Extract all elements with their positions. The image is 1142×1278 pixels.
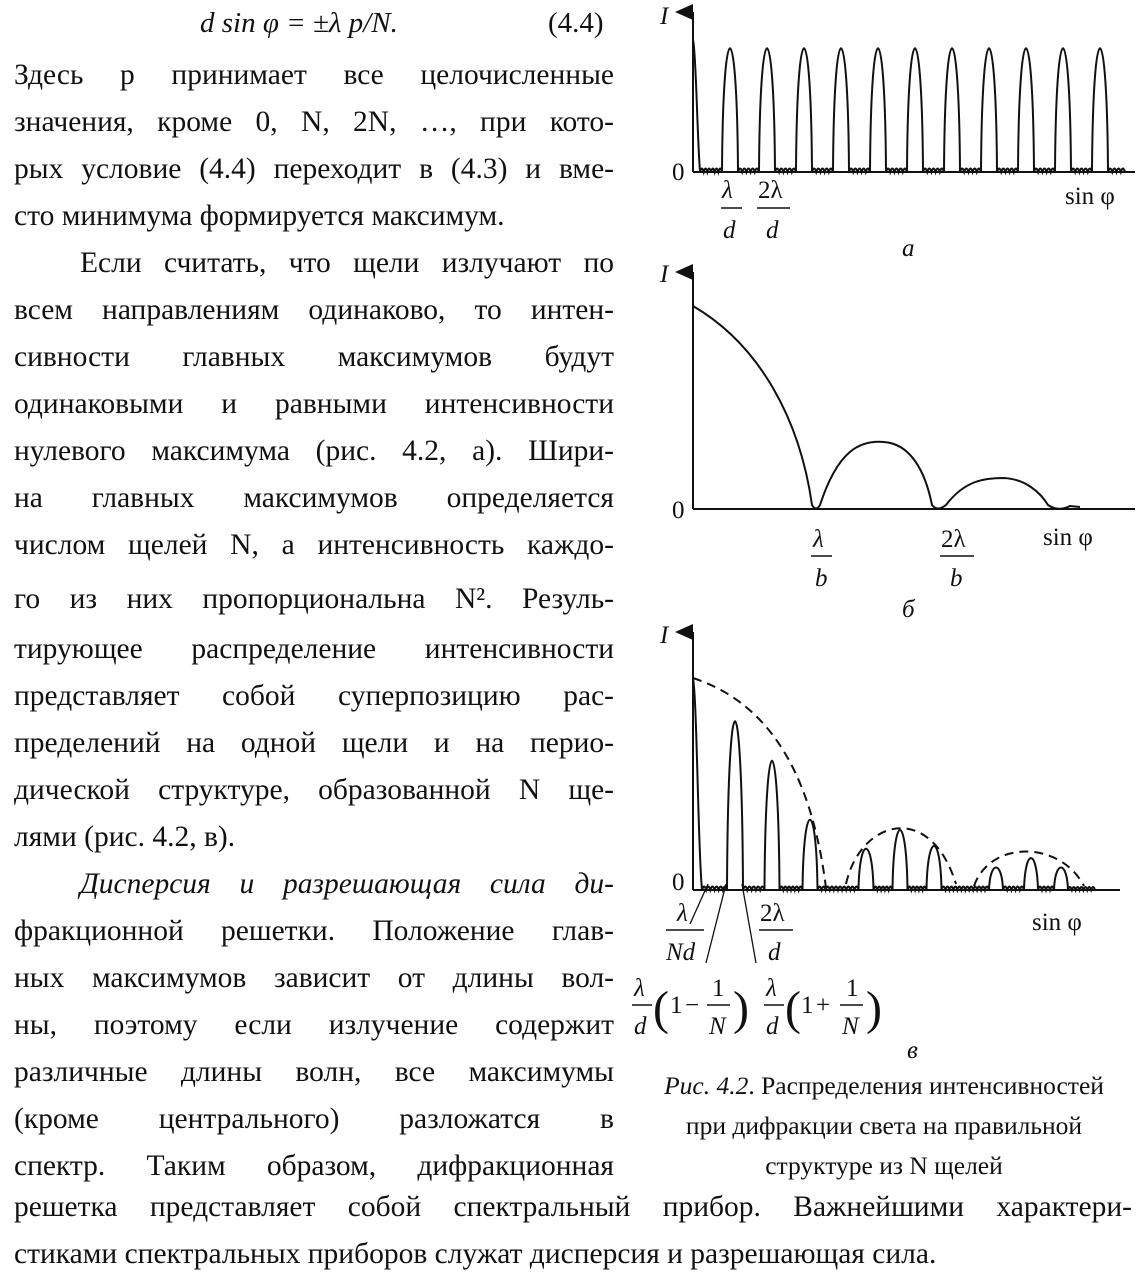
text-line: сивности главных максимумов будут xyxy=(14,341,614,373)
svg-text:1: 1 xyxy=(670,992,683,1019)
svg-text:1: 1 xyxy=(712,975,725,1002)
svg-text:1: 1 xyxy=(846,975,859,1002)
plot-a xyxy=(693,12,1135,172)
caption-label: Рис. 4.2 xyxy=(664,1071,749,1100)
zero-label-b: 0 xyxy=(672,497,685,524)
caption-text: . Распределения интенсивностей xyxy=(748,1071,1104,1100)
text-line: сто минимума формируется максимум. xyxy=(14,200,505,232)
tick-lambda-b-den: b xyxy=(815,565,828,592)
x-label-b: sin φ xyxy=(1043,524,1093,551)
y-label-b: I xyxy=(660,261,669,288)
text-line: тирующее распределение интенсивности xyxy=(14,633,614,665)
tick-2lambda-d-den: d xyxy=(768,939,781,966)
x-label-c: sin φ xyxy=(1032,909,1082,936)
text-line: (кроме центрального) разложатся в xyxy=(14,1103,614,1135)
leader-line xyxy=(706,884,726,963)
text-line: го из них пропорциональна N². Резуль- xyxy=(14,583,614,615)
text-line: всем направлениям одинаково, то интен- xyxy=(14,294,614,326)
svg-text:): ) xyxy=(733,982,749,1035)
tick-lambda-b-num: λ xyxy=(813,526,824,553)
text-line: одинаковыми и равными интенсивности xyxy=(14,388,614,420)
label-lambda-d-plus xyxy=(764,975,882,1040)
figure-caption xyxy=(630,1066,1138,1186)
text-line: спектр. Таким образом, дифракционная xyxy=(14,1150,614,1182)
text-line: числом щелей N, а интенсивность каждо- xyxy=(14,529,614,561)
zero-label-c: 0 xyxy=(672,869,685,896)
panel-label-a: а xyxy=(902,235,915,262)
text-line: лями (рис. 4.2, в). xyxy=(14,821,236,853)
y-label-a: I xyxy=(660,3,669,30)
leader-line xyxy=(742,884,756,963)
intensity-curve-a xyxy=(693,40,1125,172)
svg-text:d: d xyxy=(634,1013,647,1040)
svg-text:1: 1 xyxy=(801,992,814,1019)
zero-label-a: 0 xyxy=(672,159,685,186)
svg-text:N: N xyxy=(842,1013,859,1040)
section-heading-line: Дисперсия и разрешающая сила ди- xyxy=(80,868,614,900)
tick-2lambda-b-den: b xyxy=(950,565,963,592)
svg-text:(: ( xyxy=(653,982,669,1035)
tick-2lambda-d-num: 2λ xyxy=(760,900,785,927)
envelope-c xyxy=(693,678,1084,888)
svg-text:d: d xyxy=(766,1013,779,1040)
tick-lambda-Nd-den: Nd xyxy=(666,939,696,966)
tick-2lambda-d-den: d xyxy=(766,217,779,244)
panel-label-c: в xyxy=(907,1037,918,1064)
caption-text: при дифракции света на правильной xyxy=(685,1111,1083,1140)
tick-2lambda-b-num: 2λ xyxy=(941,526,966,553)
panel-label-b: б xyxy=(902,596,915,623)
svg-text:λ: λ xyxy=(634,975,645,1002)
svg-text:N: N xyxy=(709,1013,726,1040)
text-line: ны, поэтому если излучение содержит xyxy=(14,1009,614,1041)
svg-text:−: − xyxy=(685,992,700,1019)
text-line: нулевого максимума (рис. 4.2, а). Шири- xyxy=(14,435,614,467)
text-line: Если считать, что щели излучают по xyxy=(80,247,614,279)
tick-2lambda-d-num: 2λ xyxy=(758,177,783,204)
text-line: на главных максимумов определяется xyxy=(14,482,614,514)
equation-number: (4.4) xyxy=(548,7,604,39)
x-label-a: sin φ xyxy=(1065,183,1115,210)
label-lambda-d-minus xyxy=(632,975,749,1040)
svg-text:λ: λ xyxy=(766,975,777,1002)
text-line: различные длины волн, все максимумы xyxy=(14,1056,614,1088)
tick-lambda-Nd-num: λ xyxy=(677,900,688,927)
tick-lambda-d-den: d xyxy=(723,217,736,244)
tick-lambda-d-num: λ xyxy=(722,177,733,204)
text-line: пределений на одной щели и на перио- xyxy=(14,727,614,759)
svg-text:(: ( xyxy=(785,982,801,1035)
y-label-c: I xyxy=(660,622,669,649)
caption-text: структуре из N щелей xyxy=(765,1151,1003,1180)
text-line: решетка представляет собой спектральный прибор. Важнейшими характери- xyxy=(14,1191,1132,1223)
text-line: значения, кроме 0, N, 2N, …, при кото- xyxy=(14,106,614,138)
text-line: фракционной решетки. Положение глав- xyxy=(14,915,614,947)
intensity-curve-c xyxy=(693,678,1095,890)
equation-4-4: d sin φ = ±λ p/N. xyxy=(200,7,398,39)
svg-text:): ) xyxy=(866,982,882,1035)
plot-b xyxy=(693,272,1135,509)
text-line: дической структуре, образованной N ще- xyxy=(14,774,614,806)
text-line: Здесь p принимает все целочисленные xyxy=(14,59,614,91)
intensity-curve-b xyxy=(693,306,1080,509)
text-line: стиками спектральных приборов служат дисперсия и разрешающая сила. xyxy=(14,1238,937,1270)
text-line: ных максимумов зависит от длины вол- xyxy=(14,962,614,994)
svg-text:+: + xyxy=(816,992,831,1019)
text-line: представляет собой суперпозицию рас- xyxy=(14,680,614,712)
text-line: рых условие (4.4) переходит в (4.3) и вме- xyxy=(14,153,614,185)
